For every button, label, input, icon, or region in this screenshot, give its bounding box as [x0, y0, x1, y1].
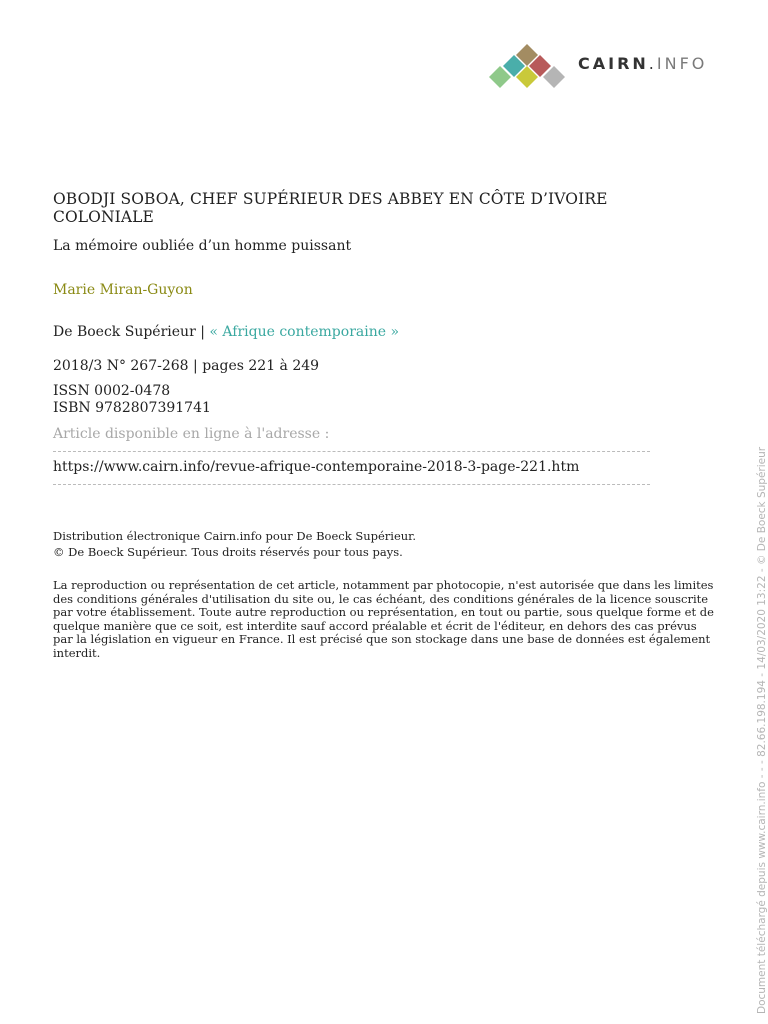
cairn-logo[interactable] — [488, 42, 728, 88]
publisher-line — [53, 324, 399, 340]
available-online-label: Article disponible en ligne à l'adresse : — [53, 426, 330, 442]
logo-separator: . — [648, 54, 657, 73]
logo-wordmark — [578, 54, 707, 74]
logo-brand: CAIRN — [578, 54, 649, 73]
download-watermark: Document téléchargé depuis www.cairn.info - - - 82.66.198.194 - 14/03/2020 13:22 - © De Boeck Supérieur — [756, 446, 768, 1014]
isbn: ISBN 9782807391741 — [53, 400, 211, 416]
publisher-separator: | — [195, 324, 210, 340]
issn: ISSN 0002-0478 — [53, 383, 171, 399]
journal-link[interactable]: « Afrique contemporaine » — [209, 324, 400, 340]
publisher-name: De Boeck Supérieur — [53, 324, 196, 340]
article-url-link[interactable]: https://www.cairn.info/revue-afrique-contemporaine-2018-3-page-221.htm — [53, 459, 580, 475]
distribution-line: Distribution électronique Cairn.info pour De Boeck Supérieur. — [53, 529, 417, 543]
author-link[interactable]: Marie Miran-Guyon — [53, 282, 193, 298]
article-subtitle: La mémoire oubliée d’un homme puissant — [53, 238, 352, 254]
issue-info: 2018/3 N° 267-268 | pages 221 à 249 — [53, 358, 320, 374]
cairn-diamonds-icon — [488, 42, 572, 88]
distribution-notice — [53, 528, 416, 560]
divider-bottom — [53, 484, 650, 485]
legal-notice: La reproduction ou représentation de cet article, notamment par photocopie, n'est autorisée que dans les limites des conditions générales d'utilisation du site ou, le cas échéant, des conditions générales de la licence souscrite par votre établissement. Toute autre reproduction ou représentation, en tout ou partie, sous quelque forme et de quelque manière que ce soit, est interdite sauf accord préalable et écrit de l'éditeur, en dehors des cas prévus par la législation en vigueur en France. Il est précisé que son stockage dans une base de données est également interdit. — [53, 578, 714, 660]
logo-suffix: INFO — [656, 54, 708, 73]
copyright-line: © De Boeck Supérieur. Tous droits réservés pour tous pays. — [53, 545, 403, 559]
article-title: OBODJI SOBOA, CHEF SUPÉRIEUR DES ABBEY EN CÔTE D’IVOIRE COLONIALE — [53, 190, 608, 226]
divider-top — [53, 451, 650, 452]
